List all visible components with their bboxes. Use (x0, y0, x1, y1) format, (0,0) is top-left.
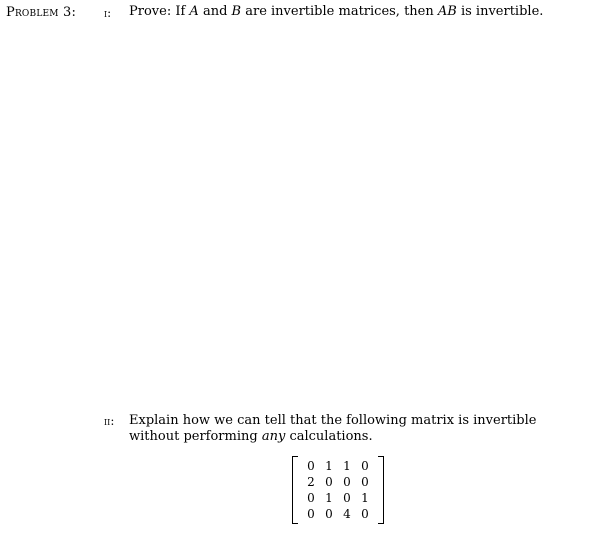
matrix-cell: 1 (325, 491, 333, 505)
matrix-cell: 0 (325, 475, 333, 489)
part-one-text-and: and (198, 4, 232, 19)
matrix-cell: 1 (343, 459, 351, 473)
left-bracket (292, 456, 298, 524)
part-two-text-end: calculations. (285, 429, 373, 444)
part-two-label: ii: (104, 414, 115, 428)
matrix-cell: 0 (307, 459, 315, 473)
right-bracket (378, 456, 384, 524)
matrix-b-symbol: B (231, 4, 242, 19)
matrix-cell: 0 (325, 507, 333, 521)
matrix-cell: 0 (343, 475, 351, 489)
matrix (292, 456, 384, 524)
matrix-a-symbol: A (189, 4, 199, 19)
matrix-cell: 0 (307, 491, 315, 505)
matrix-cell: 0 (361, 475, 369, 489)
matrix-cell: 1 (325, 459, 333, 473)
product-ab-symbol: AB (437, 4, 457, 19)
part-one-text-end: is invertible. (456, 4, 544, 19)
matrix-cell: 0 (361, 459, 369, 473)
part-two-statement (129, 413, 569, 445)
emphasis-any: any (261, 429, 286, 444)
part-one-text-middle: are invertible matrices, then (241, 4, 438, 19)
part-one-label: i: (104, 6, 112, 20)
part-one-statement (129, 4, 543, 20)
matrix-cell: 0 (307, 507, 315, 521)
problem-heading: Problem 3: (6, 5, 77, 20)
matrix-cell: 1 (361, 491, 369, 505)
part-one-text-start: Prove: If (129, 4, 190, 19)
matrix-cell: 2 (307, 475, 315, 489)
matrix-cell: 4 (343, 507, 351, 521)
part-two-text-start: Explain how we can tell that the following matrix is invertible without performing (129, 413, 537, 444)
matrix-entries (302, 458, 374, 522)
matrix-cell: 0 (343, 491, 351, 505)
matrix-cell: 0 (361, 507, 369, 521)
